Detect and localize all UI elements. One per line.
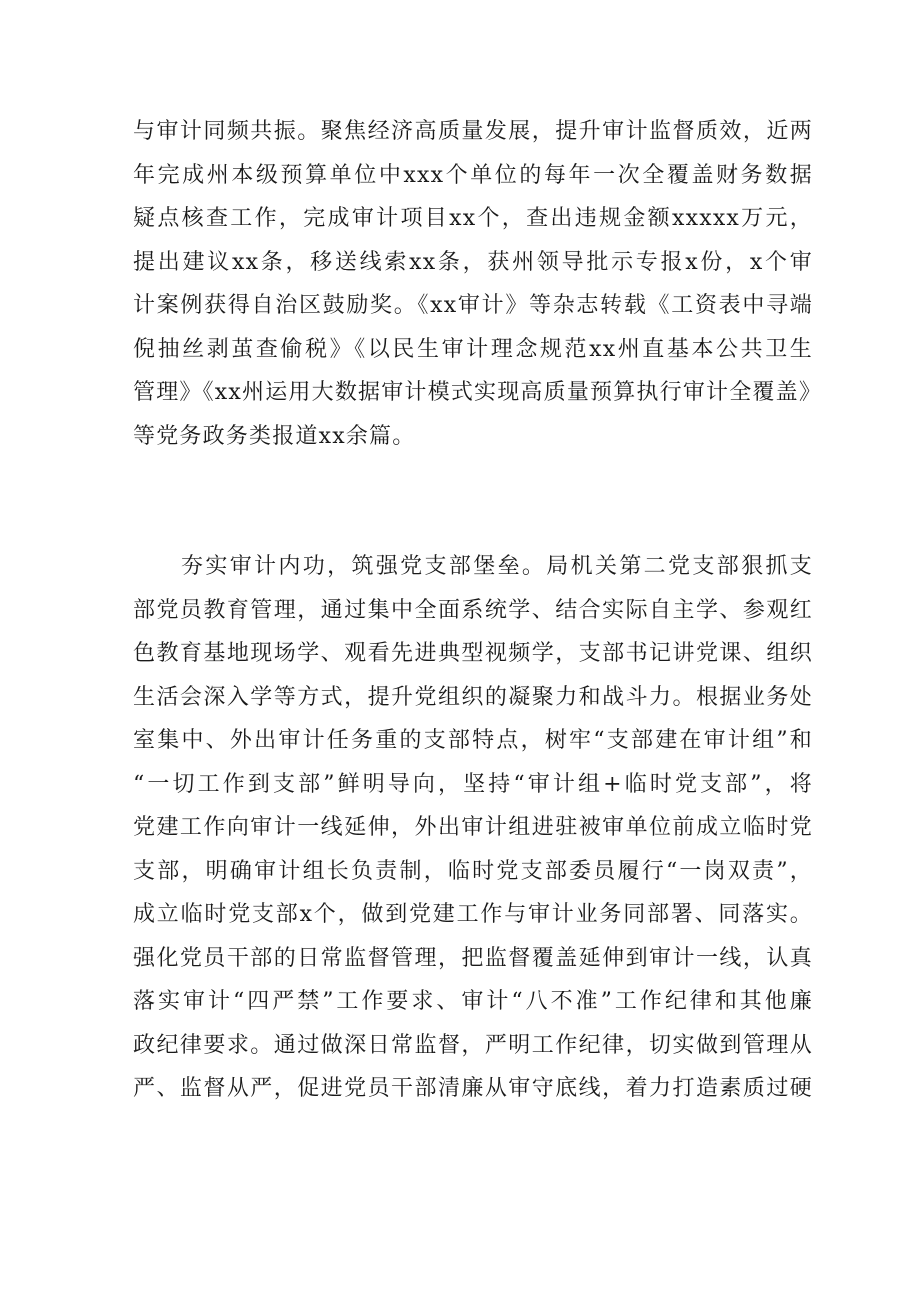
text-line: 计案例获得自治区鼓励奖。《xx审计》等杂志转载《工资表中寻端: [133, 293, 813, 318]
text-line: 等党务政务类报道xx余篇。: [133, 423, 416, 449]
text-line: 与审计同频共振。聚焦经济高质量发展，提升审计监督质效，近两: [133, 119, 813, 144]
text-line: 提出建议xx条，移送线索xx条，获州领导批示专报x份，x个审: [133, 249, 813, 275]
paragraph-audit-results: [133, 110, 823, 458]
text-line: 成立临时党支部x个，做到党建工作与审计业务同部署、同落实。: [133, 902, 813, 927]
text-line: 室集中、外出审计任务重的支部特点，树牢“支部建在审计组”和: [133, 728, 813, 753]
text-line: 政纪律要求。通过做深日常监督，严明工作纪律，切实做到管理从: [133, 1032, 813, 1058]
text-line: 色教育基地现场学、观看先进典型视频学，支部书记讲党课、组织: [133, 641, 813, 666]
text-line: 倪抽丝剥茧查偷税》《以民生审计理念规范xx州直基本公共卫生: [133, 336, 813, 362]
text-line: 落实审计“四严禁”工作要求、审计“八不准”工作纪律和其他廉: [133, 989, 813, 1014]
text-line: 党建工作向审计一线延伸，外出审计组进驻被审单位前成立临时党: [133, 815, 813, 840]
text-line: 年完成州本级预算单位中xxx个单位的每年一次全覆盖财务数据: [133, 162, 813, 188]
text-line: 强化党员干部的日常监督管理，把监督覆盖延伸到审计一线，认真: [133, 945, 813, 971]
text-line: “一切工作到支部”鲜明导向，坚持“审计组+临时党支部”，将: [133, 771, 813, 797]
paragraph-party-branch: [133, 545, 813, 1111]
text-line: 管理》《xx州运用大数据审计模式实现高质量预算执行审计全覆盖》: [133, 380, 823, 405]
text-line: 生活会深入学等方式，提升党组织的凝聚力和战斗力。根据业务处: [133, 684, 813, 710]
text-line: 疑点核查工作，完成审计项目xx个，查出违规金额xxxxx万元，: [133, 206, 813, 231]
text-line: 支部，明确审计组长负责制，临时党支部委员履行“一岗双责”，: [133, 858, 813, 884]
text-line: 夯实审计内功，筑强党支部堡垒。局机关第二党支部狠抓支: [181, 554, 813, 579]
text-line: 部党员教育管理，通过集中全面系统学、结合实际自主学、参观红: [133, 597, 813, 623]
text-line: 严、监督从严，促进党员干部清廉从审守底线，着力打造素质过硬: [133, 1076, 813, 1101]
